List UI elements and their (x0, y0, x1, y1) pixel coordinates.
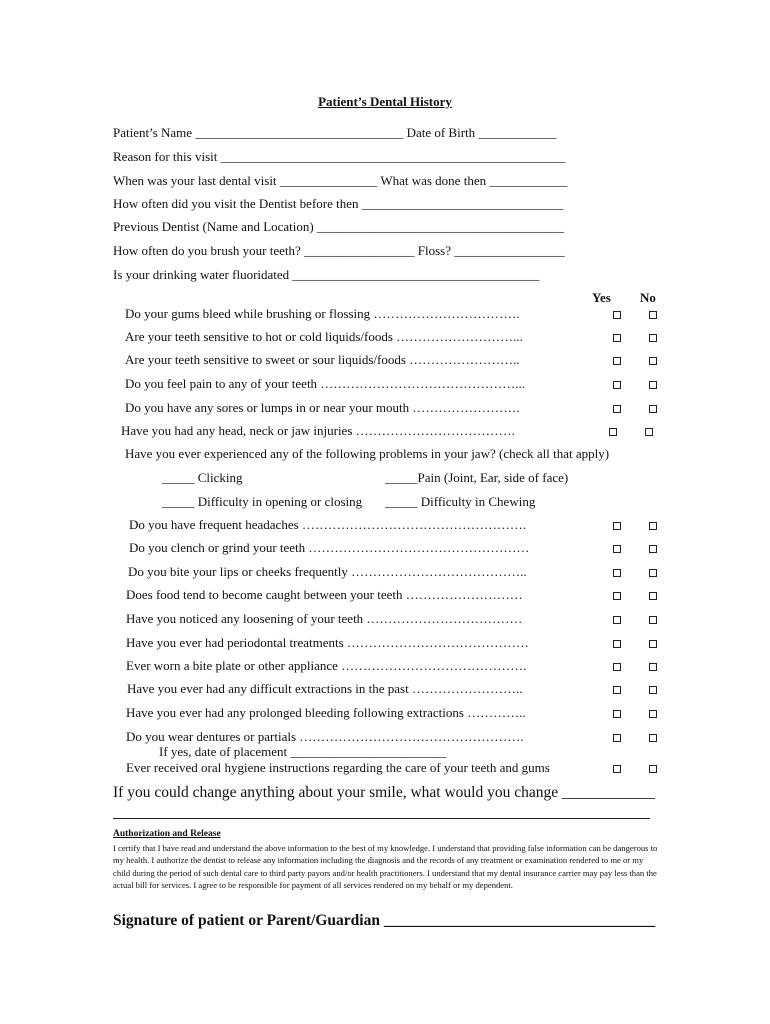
question-item: Do you have frequent headaches ……………………………………………. (129, 517, 527, 532)
question-item: Ever worn a bite plate or other appliance ……………………………………. (126, 658, 527, 673)
yes-checkbox[interactable] (613, 357, 621, 365)
yes-checkbox[interactable] (613, 640, 621, 648)
brushing-floss-field[interactable]: How often do you brush your teeth? _________________ Floss? _________________ (113, 243, 565, 258)
yes-checkbox[interactable] (613, 663, 621, 671)
water-fluoridated-field[interactable]: Is your drinking water fluoridated ______________________________________ (113, 267, 540, 282)
yes-checkbox[interactable] (613, 545, 621, 553)
question-item: Do you clench or grind your teeth …………………………………………… (129, 540, 530, 555)
no-checkbox[interactable] (649, 686, 657, 694)
question-item: Have you ever had any difficult extractions in the past …………………….. (127, 681, 523, 696)
question-item: Do you wear dentures or partials ……………………………………………. (126, 729, 524, 744)
signature-field[interactable]: Signature of patient or Parent/Guardian ___________________________________ (113, 912, 656, 929)
yes-checkbox[interactable] (613, 592, 621, 600)
page-title: Patient’s Dental History (318, 94, 452, 109)
yes-checkbox[interactable] (613, 334, 621, 342)
reason-for-visit-field[interactable]: Reason for this visit _____________________________________________________ (113, 149, 566, 164)
no-checkbox[interactable] (649, 381, 657, 389)
jaw-option-chewing[interactable]: _____ Difficulty in Chewing (385, 494, 536, 509)
no-checkbox[interactable] (649, 710, 657, 718)
authorization-text: I certify that I have read and understand the above information to the best of my knowledge. I understand that providing false information can be dangerous to my health. I authorize the dentist to release any information including the diagnosis and the records of any treatment or examination rendered to me or my child during the period of such dental care to third party payors and/or health practitioners. I understand that my dental insurance carrier may pay less than the actual bill for services. I agree to be responsible for payment of all services rendered on my behalf or my dependent. (113, 843, 658, 890)
no-checkbox[interactable] (645, 428, 653, 436)
authorization-title: Authorization and Release (113, 829, 221, 839)
yes-header: Yes (592, 290, 611, 305)
question-item: Have you had any head, neck or jaw injuries ………………………………. (121, 423, 515, 438)
question-item: Have you ever had periodontal treatments …………………………………… (126, 635, 529, 650)
no-checkbox[interactable] (649, 640, 657, 648)
question-item: Are your teeth sensitive to sweet or sour liquids/foods …………………….. (125, 352, 520, 367)
no-checkbox[interactable] (649, 663, 657, 671)
question-item: Do you feel pain to any of your teeth ………………………………………... (125, 376, 526, 391)
no-checkbox[interactable] (649, 545, 657, 553)
jaw-option-opening-closing[interactable]: _____ Difficulty in opening or closing (162, 494, 363, 509)
no-header: No (640, 290, 656, 305)
no-checkbox[interactable] (649, 405, 657, 413)
question-item: Have you ever had any prolonged bleeding following extractions ………….. (126, 705, 526, 720)
no-checkbox[interactable] (649, 334, 657, 342)
question-item: Are your teeth sensitive to hot or cold liquids/foods ………………………... (125, 329, 523, 344)
yes-checkbox[interactable] (613, 686, 621, 694)
question-item: Ever received oral hygiene instructions regarding the care of your teeth and gums (126, 760, 550, 775)
no-checkbox[interactable] (649, 569, 657, 577)
patient-name-field[interactable]: Patient’s Name ________________________________ Date of Birth ____________ (113, 125, 557, 140)
question-item: Do you have any sores or lumps in or near your mouth ……………………. (125, 400, 520, 415)
no-checkbox[interactable] (649, 522, 657, 530)
yes-checkbox[interactable] (613, 311, 621, 319)
no-checkbox[interactable] (649, 592, 657, 600)
previous-dentist-field[interactable]: Previous Dentist (Name and Location) ______________________________________ (113, 219, 564, 234)
answer-line[interactable] (113, 818, 650, 819)
no-checkbox[interactable] (649, 616, 657, 624)
question-item: Do you bite your lips or cheeks frequently ………………………………….. (128, 564, 527, 579)
question-item: Does food tend to become caught between your teeth ……………………… (126, 587, 523, 602)
yes-checkbox[interactable] (609, 428, 617, 436)
smile-question-field[interactable]: If you could change anything about your smile, what would you change ____________ (113, 784, 655, 801)
no-checkbox[interactable] (649, 765, 657, 773)
yes-checkbox[interactable] (613, 710, 621, 718)
jaw-option-clicking[interactable]: _____ Clicking (162, 470, 243, 485)
yes-checkbox[interactable] (613, 616, 621, 624)
no-checkbox[interactable] (649, 311, 657, 319)
yes-checkbox[interactable] (613, 734, 621, 742)
yes-checkbox[interactable] (613, 765, 621, 773)
question-item: Have you noticed any loosening of your teeth ……………………………… (126, 611, 523, 626)
jaw-question: Have you ever experienced any of the following problems in your jaw? (check all that apply) (125, 446, 610, 461)
no-checkbox[interactable] (649, 357, 657, 365)
yes-checkbox[interactable] (613, 381, 621, 389)
yes-checkbox[interactable] (613, 405, 621, 413)
placement-date-field[interactable]: If yes, date of placement ________________________ (159, 744, 447, 759)
question-item: Do your gums bleed while brushing or flossing ……………………………. (125, 306, 520, 321)
jaw-option-pain[interactable]: _____Pain (Joint, Ear, side of face) (385, 470, 569, 485)
last-dental-visit-field[interactable]: When was your last dental visit _______________ What was done then ____________ (113, 173, 568, 188)
visit-frequency-field[interactable]: How often did you visit the Dentist before then _______________________________ (113, 196, 564, 211)
no-checkbox[interactable] (649, 734, 657, 742)
yes-checkbox[interactable] (613, 569, 621, 577)
yes-checkbox[interactable] (613, 522, 621, 530)
